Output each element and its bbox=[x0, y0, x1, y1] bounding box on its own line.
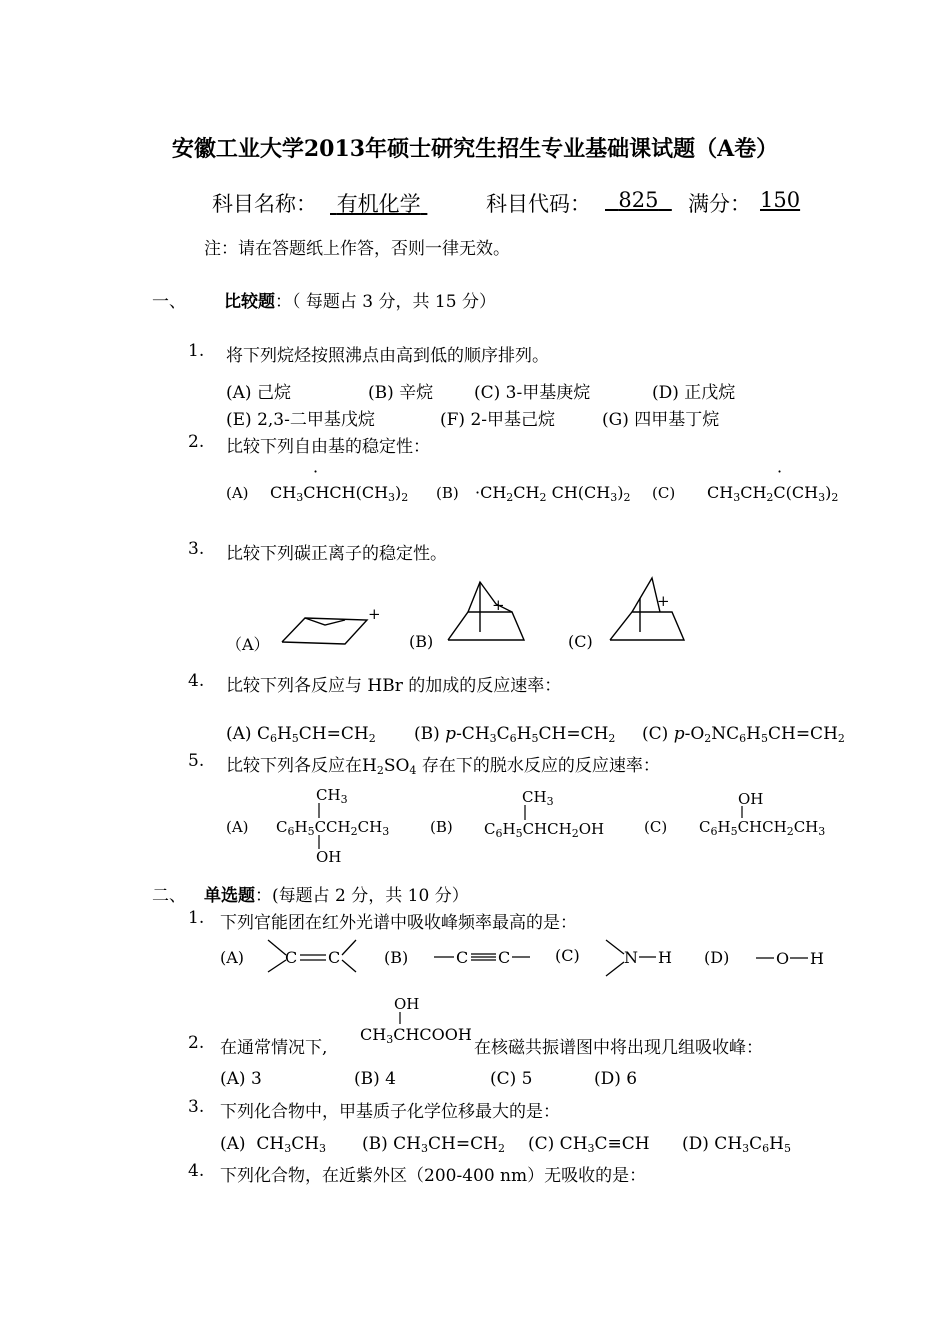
note: 注：请在答题纸上作答，否则一律无效。 bbox=[204, 239, 510, 259]
radical-dot-a: · bbox=[313, 462, 319, 481]
q2-1-text: 下列官能团在红外光谱中吸收峰频率最高的是： bbox=[220, 913, 577, 933]
q1-3-label-c: (C) bbox=[568, 632, 593, 651]
q2-3-text: 下列化合物中，甲基质子化学位移最大的是： bbox=[220, 1102, 560, 1122]
q1-1-option-b: (B) 辛烷 bbox=[368, 383, 434, 403]
hydroxyl-h: H bbox=[810, 949, 824, 968]
alcohol-a-ch3: $CH_3$ bbox=[316, 786, 348, 806]
q1-2-text: 比较下列自由基的稳定性： bbox=[226, 437, 430, 457]
q2-3-option-b: (B) $CH_3CH=CH_2$ bbox=[362, 1134, 505, 1155]
q2-2-option-d: (D) 6 bbox=[594, 1069, 638, 1089]
q1-1-option-d: (D) 正戊烷 bbox=[652, 383, 736, 403]
radical-a-formula: $CH_3CHCH(CH_3)_2$ bbox=[270, 483, 409, 504]
q2-1-label-c: (C) bbox=[555, 946, 580, 965]
section1-heading: 比较题：（ 每题占 3 分，共 15 分） bbox=[224, 292, 496, 312]
q2-3-option-c: (C) $CH_3C\equiv CH$ bbox=[528, 1134, 650, 1155]
lactic-acid-formula: $CH_3CHCOOH$ bbox=[360, 1025, 472, 1046]
q1-4-option-c: (C) $p-O_2NC_6H_5CH=CH_2$ bbox=[642, 724, 845, 745]
radical-b-formula: $\cdot CH_2CH_2$ $CH(CH_3)_2$ bbox=[475, 483, 631, 504]
lactic-acid-oh: OH bbox=[394, 995, 420, 1013]
alcohol-b-ch3: $CH_3$ bbox=[522, 788, 554, 808]
section2-heading: 单选题：(每题占 2 分，共 10 分） bbox=[204, 886, 469, 906]
q1-1-option-c: (C) 3-甲基庚烷 bbox=[474, 383, 591, 403]
q1-4-option-a: (A) $C_6H_5CH=CH_2$ bbox=[226, 724, 376, 745]
q1-3-label-b: (B) bbox=[409, 632, 434, 651]
q1-4-num: 4. bbox=[188, 671, 205, 691]
q2-3-option-a: (A) $CH_3CH_3$ bbox=[220, 1134, 327, 1155]
alcohol-b-formula: $C_6H_5CHCH_2OH$ bbox=[484, 820, 605, 840]
alcohol-c-formula: $C_6H_5CHCH_2CH_3$ bbox=[699, 818, 826, 838]
section1-num: 一、 bbox=[152, 292, 186, 312]
q2-2-option-a: (A) 3 bbox=[220, 1069, 262, 1089]
amine-h: H bbox=[658, 948, 672, 967]
q1-1-option-a: (A) 己烷 bbox=[226, 383, 291, 403]
score-value: 150 bbox=[760, 188, 801, 212]
alkene-c1: C bbox=[285, 948, 298, 967]
radical-dot-c: · bbox=[777, 462, 783, 481]
q2-1-label-b: (B) bbox=[384, 948, 409, 967]
subject-value: 有机化学 bbox=[336, 192, 421, 216]
cation-plus-c: + bbox=[657, 592, 670, 610]
q1-5-num: 5. bbox=[188, 751, 205, 771]
cation-plus-b: + bbox=[492, 596, 505, 614]
q2-2-option-b: (B) 4 bbox=[354, 1069, 396, 1089]
q1-2-label-c: (C) bbox=[652, 484, 676, 502]
q2-4-num: 4. bbox=[188, 1161, 205, 1181]
q2-2-option-c: (C) 5 bbox=[490, 1069, 533, 1089]
q2-2-text-pre: 在通常情况下, bbox=[220, 1038, 328, 1058]
alkyne-c2: C bbox=[498, 948, 511, 967]
code-value: 825 bbox=[618, 188, 659, 212]
code-label: 科目代码： bbox=[486, 192, 591, 216]
q2-1-label-a: (A) bbox=[220, 948, 245, 967]
alkene-c2: C bbox=[328, 948, 341, 967]
q1-1-option-e: (E) 2,3-二甲基戊烷 bbox=[226, 410, 375, 430]
q2-2-num: 2. bbox=[188, 1033, 205, 1053]
q1-1-option-f: (F) 2-甲基己烷 bbox=[440, 410, 556, 430]
q1-5-text: 比较下列各反应在$H_2SO_4$ 存在下的脱水反应的反应速率： bbox=[226, 756, 660, 777]
radical-c-formula: $CH_3CH_2C(CH_3)_2$ bbox=[707, 483, 839, 504]
alkyne-c1: C bbox=[456, 948, 469, 967]
section2-num: 二、 bbox=[152, 886, 186, 906]
q2-3-option-d: (D) $CH_3C_6H_5$ bbox=[682, 1134, 791, 1155]
q1-5-label-b: (B) bbox=[430, 818, 453, 836]
alcohol-c-oh: OH bbox=[738, 790, 764, 808]
q1-5-label-a: (A) bbox=[226, 818, 249, 836]
q1-2-label-a: (A) bbox=[226, 484, 249, 502]
q1-3-num: 3. bbox=[188, 539, 205, 559]
q2-2-text-post: 在核磁共振谱图中将出现几组吸收峰： bbox=[474, 1038, 763, 1058]
q2-1-label-d: (D) bbox=[704, 948, 730, 967]
alcohol-a-formula: $C_6H_5CCH_2CH_3$ bbox=[276, 818, 390, 838]
q1-2-label-b: (B) bbox=[436, 484, 459, 502]
q1-4-text: 比较下列各反应与 HBr 的加成的反应速率： bbox=[226, 676, 562, 696]
q1-4-option-b: (B) $p-CH_3C_6H_5CH=CH_2$ bbox=[414, 724, 616, 745]
q1-1-option-g: (G) 四甲基丁烷 bbox=[602, 410, 720, 430]
amine-n: N bbox=[624, 948, 638, 967]
hydroxyl-o: O bbox=[776, 949, 790, 968]
q1-1-text: 将下列烷烃按照沸点由高到低的顺序排列。 bbox=[226, 346, 549, 366]
q1-5-label-c: (C) bbox=[644, 818, 668, 836]
exam-title: 安徽工业大学2013年硕士研究生招生专业基础课试题（A卷） bbox=[171, 136, 779, 162]
q1-3-label-a: （A） bbox=[226, 635, 270, 654]
q2-4-text: 下列化合物，在近紫外区（200-400 nm）无吸收的是： bbox=[220, 1166, 647, 1186]
alcohol-a-oh: OH bbox=[316, 848, 342, 866]
subject-label: 科目名称： bbox=[212, 192, 317, 216]
q1-3-text: 比较下列碳正离子的稳定性。 bbox=[226, 544, 447, 564]
cation-plus-a: + bbox=[368, 605, 381, 623]
score-label: 满分： bbox=[688, 192, 751, 216]
q1-2-num: 2. bbox=[188, 432, 205, 452]
q1-1-num: 1. bbox=[188, 341, 205, 361]
q2-1-num: 1. bbox=[188, 908, 205, 928]
q2-3-num: 3. bbox=[188, 1097, 205, 1117]
